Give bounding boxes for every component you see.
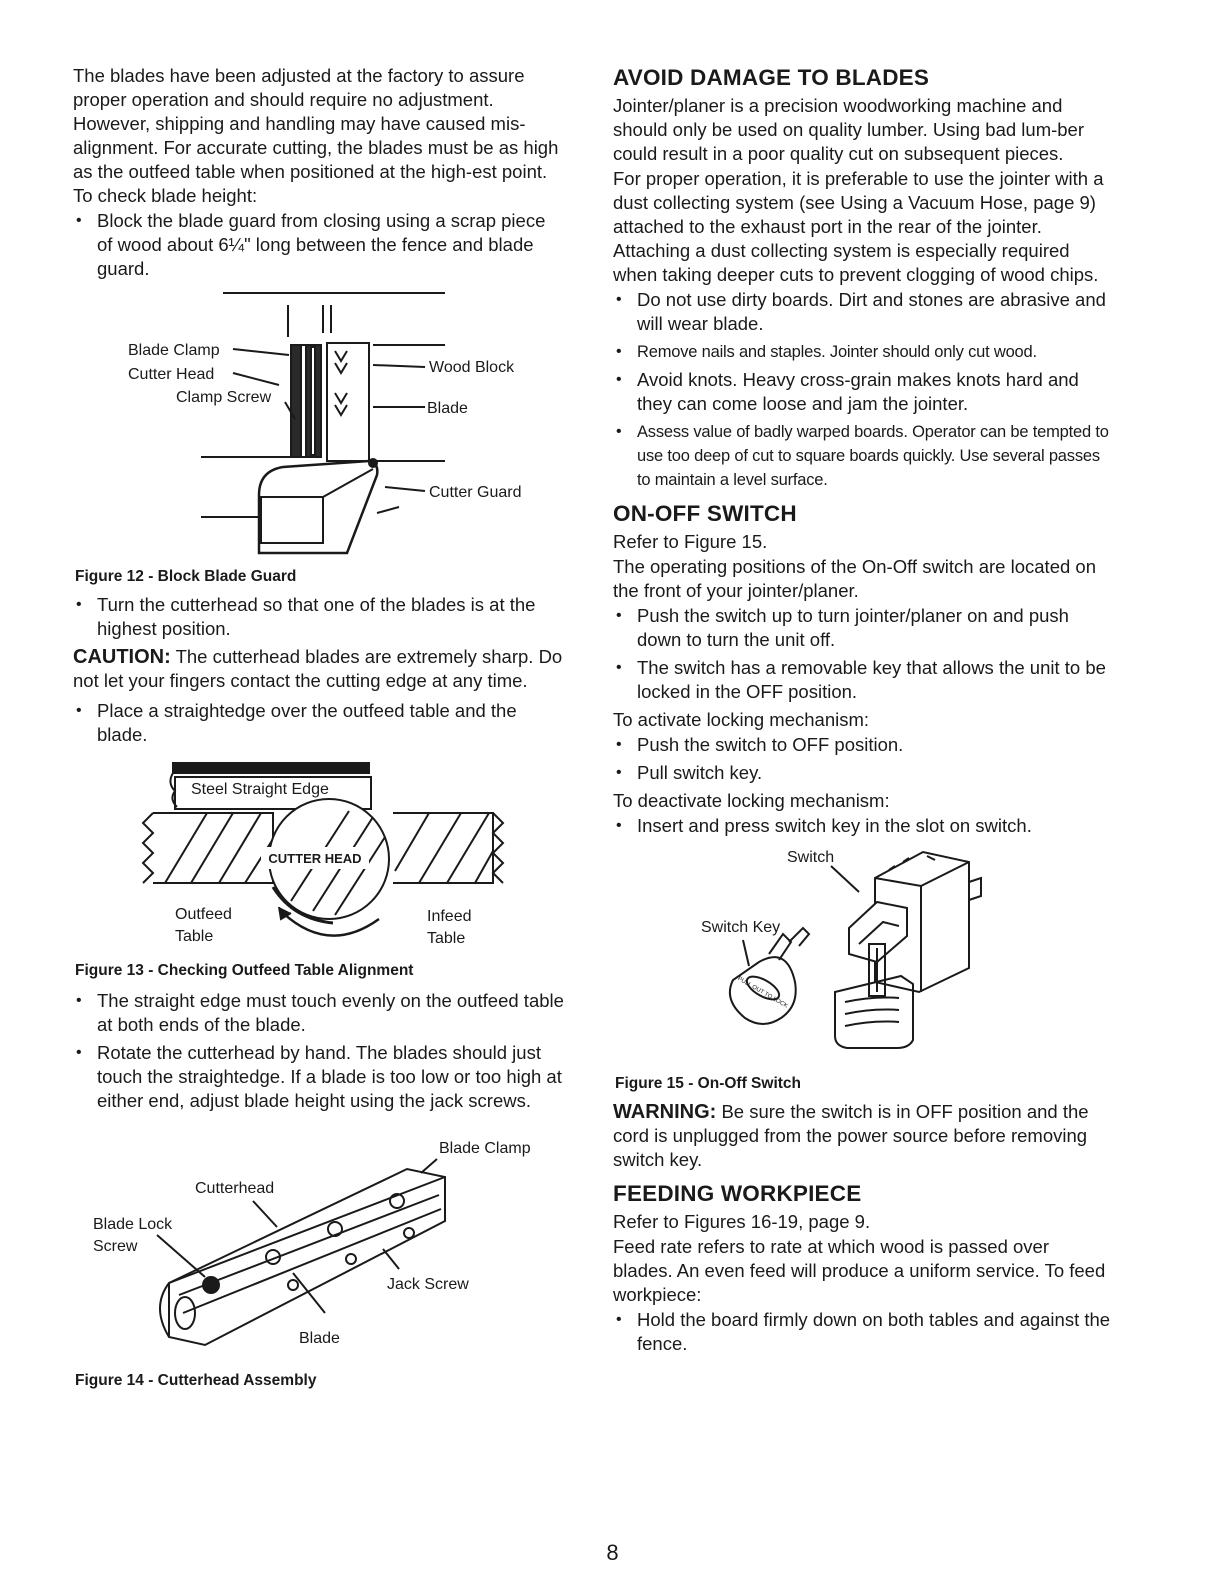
warning-paragraph [613,1100,1113,1172]
onoff-reference: Refer to Figure 15. [613,531,768,552]
figure-12-caption: Figure 12 - Block Blade Guard [75,568,297,585]
section-heading-feeding-workpiece: FEEDING WORKPIECE [613,1181,862,1206]
figure-14-illustration [73,1117,565,1367]
figure-13-caption: Figure 13 - Checking Outfeed Table Alignment [75,962,414,979]
label-blade-clamp: Blade Clamp [128,342,220,359]
feeding-list [613,1308,1113,1356]
figure-15-on-off-switch [613,842,1113,1070]
figure-12-block-blade-guard [73,285,565,563]
feeding-reference: Refer to Figures 16-19, page 9. [613,1211,871,1232]
list-item: • The straight edge must touch evenly on the outfeed table at both ends of the blade. [73,989,565,1037]
avoid-paragraph-1: Jointer/planer is a precision woodworking machine and should only be used on quality lumber. Using bad lum-ber could result in a poor quality cut on subsequent pieces. [613,95,1085,164]
label-screw: Screw [93,1238,138,1255]
list-item: • Avoid knots. Heavy cross-grain makes knots hard and they can come loose and jam the jointer. [613,368,1113,416]
figure-13-illustration [73,751,565,957]
alignment-list [73,989,565,1113]
list-item: • Block the blade guard from closing using a scrap piece of wood about 6¼" long between the fence and blade guard. [73,209,565,281]
list-item: • Assess value of badly warped boards. Operator can be tempted to use too deep of cut to square boards quickly. Use several passes to maintain a level surface. [613,420,1113,492]
label-blade-lock: Blade Lock [93,1216,173,1233]
list-item: • Hold the board firmly down on both tables and against the fence. [613,1308,1113,1356]
section-heading-avoid-damage: AVOID DAMAGE TO BLADES [613,65,930,90]
label-infeed: Infeed [427,908,472,925]
figure-15-illustration [613,842,1113,1070]
page-number: 8 [606,1540,619,1565]
figure-13-outfeed-alignment [73,751,565,957]
caution-label: CAUTION: [73,646,171,668]
onoff-list [613,604,1113,704]
list-item: • Push the switch up to turn jointer/planer on and push down to turn the unit off. [613,604,1113,652]
label-outfeed: Outfeed [175,906,232,923]
list-item: • The switch has a removable key that allows the unit to be locked in the OFF position. [613,656,1113,704]
list-item: • Rotate the cutterhead by hand. The blades should just touch the straightedge. If a blade is too low or too high at either end, adjust blade height using the jack screws. [73,1041,565,1113]
activate-list [613,733,1113,785]
label-clamp-screw: Clamp Screw [176,389,272,406]
label-jack-screw: Jack Screw [387,1276,469,1293]
label-steel-straight-edge: Steel Straight Edge [191,781,329,798]
label-blade: Blade [427,400,468,417]
list-item: • Pull switch key. [613,761,1113,785]
figure-14-cutterhead-assembly [73,1117,565,1367]
list-item: • Insert and press switch key in the slot on switch. [613,814,1113,838]
label-switch: Switch [787,849,835,866]
label-wood-block: Wood Block [429,359,515,376]
left-column [73,64,565,1397]
figure-12-illustration [73,285,565,563]
caution-text: The cutterhead blades are extremely sharp. Do not let your fingers contact the cutting edge at any time. [73,646,563,691]
label-cutter-head-circle: CUTTER HEAD [268,851,362,866]
section-heading-on-off-switch: ON-OFF SWITCH [613,501,797,526]
list-item: • Turn the cutterhead so that one of the blades is at the highest position. [73,593,565,641]
list-item: • Place a straightedge over the outfeed table and the blade. [73,699,565,747]
list-item: • Remove nails and staples. Jointer should only cut wood. [613,340,1113,364]
deactivate-list [613,814,1113,838]
intro-paragraph: The blades have been adjusted at the factory to assure proper operation and should require no adjustment. However, shipping and handling may have caused mis-alignment. For accurate cutting, the blades must be as high as the outfeed table when positioned at the high-est point. To check blade height: [73,65,559,206]
label-infeed-table: Table [427,930,466,947]
block-guard-list [73,209,565,281]
activate-intro: To activate locking mechanism: [613,709,870,730]
place-list [73,699,565,747]
avoid-paragraph-2: For proper operation, it is preferable to use the jointer with a dust collecting system (see Using a Vacuum Hose, page 9) attached to the exhaust port in the rear of the jointer. Attaching a dust collecting system is especially required when taking deeper cuts to prevent clogging of wood chips. [613,168,1104,285]
label-blade-14: Blade [299,1330,340,1347]
figure-14-caption: Figure 14 - Cutterhead Assembly [75,1372,317,1389]
list-item: • Push the switch to OFF position. [613,733,1113,757]
figure-15-caption: Figure 15 - On-Off Switch [615,1075,802,1092]
warning-label: WARNING: [613,1101,717,1123]
label-cutterhead: Cutterhead [195,1180,275,1197]
caution-paragraph [73,645,565,693]
label-outfeed-table: Table [175,928,214,945]
label-cutter-guard: Cutter Guard [429,484,522,501]
label-cutter-head: Cutter Head [128,366,215,383]
turn-list [73,593,565,641]
switch-key-lettering: PULL OUT TO LOCK [736,976,789,1010]
feeding-paragraph: Feed rate refers to rate at which wood is passed over blades. An even feed will produce a uniform service. To feed workpiece: [613,1236,1106,1305]
warning-text: Be sure the switch is in OFF position and the cord is unplugged from the power source before removing switch key. [613,1101,1089,1170]
label-switch-key: Switch Key [701,919,781,936]
deactivate-intro: To deactivate locking mechanism: [613,790,890,811]
right-column [613,64,1113,1360]
label-blade-clamp-14: Blade Clamp [439,1140,531,1157]
onoff-paragraph: The operating positions of the On-Off switch are located on the front of your jointer/planer. [613,556,1096,601]
avoid-list [613,288,1113,492]
list-item: • Do not use dirty boards. Dirt and stones are abrasive and will wear blade. [613,288,1113,336]
